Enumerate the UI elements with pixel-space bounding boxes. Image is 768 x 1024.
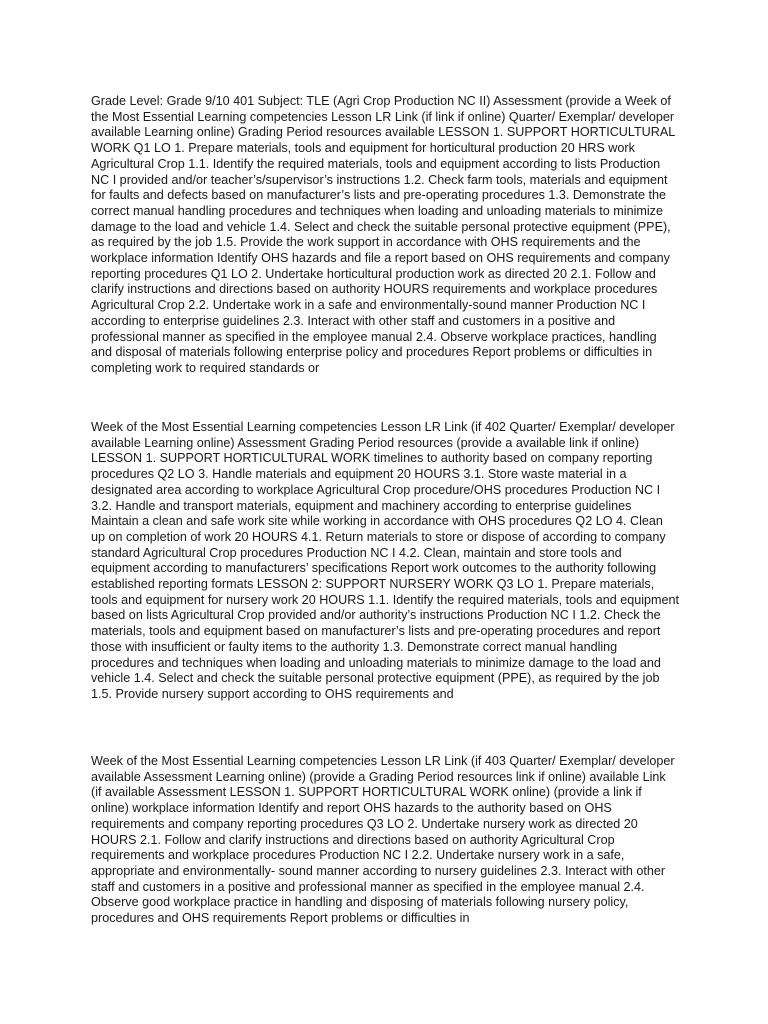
document-paragraph-1: Grade Level: Grade 9/10 401 Subject: TLE (Agri Crop Production NC II) Assessment (provide a Week of the Most Essential Learning competencies Lesson LR Link (if link if online) Quarter/ Exemplar/ developer available Learning online) Grading Period resources available LESSON 1. SUPPORT HORTICULTURAL WORK Q1 LO 1. Prepare materials, tools and equipment for horticultural production 20 HRS work Agricultural Crop 1.1. Identify the required materials, tools and equipment according to lists Production NC I provided and/or teacher’s/supervisor’s instructions 1.2. Check farm tools, materials and equipment for faults and defects based on manufacturer’s lists and pre-operating procedures 1.3. Demonstrate the correct manual handling procedures and techniques when loading and unloading materials to minimize damage to the load and vehicle 1.4. Select and check the suitable personal protective equipment (PPE), as required by the job 1.5. Provide the work support in accordance with OHS requirements and the workplace information Identify OHS hazards and file a report based on OHS requirements and company reporting procedures Q1 LO 2. Undertake horticultural production work as directed 20 2.1. Follow and clarify instructions and directions based on authority HOURS requirements and workplace procedures Agricultural Crop 2.2. Undertake work in a safe and environmentally-sound manner Production NC I according to enterprise guidelines 2.3. Interact with other staff and customers in a positive and professional manner as specified in the employee manual 2.4. Observe workplace practices, handling and disposal of materials following enterprise policy and procedures Report problems or difficulties in completing work to required standards or (91, 94, 675, 375)
document-paragraph-2: Week of the Most Essential Learning competencies Lesson LR Link (if 402 Quarter/ Exemplar/ developer available Learning online) Assessment Grading Period resources (provide a available link if online) LESSON 1. SUPPORT HORTICULTURAL WORK timelines to authority based on company reporting procedures Q2 LO 3. Handle materials and equipment 20 HOURS 3.1. Store waste material in a designated area according to workplace Agricultural Crop procedure/OHS procedures Production NC I 3.2. Handle and transport materials, equipment and machinery according to enterprise guidelines Maintain a clean and safe work site while working in accordance with OHS procedures Q2 LO 4. Clean up on completion of work 20 HOURS 4.1. Return materials to store or dispose of according to company standard Agricultural Crop procedures Production NC I 4.2. Clean, maintain and store tools and equipment according to manufacturers’ specifications Report work outcomes to the authority following established reporting formats LESSON 2: SUPPORT NURSERY WORK Q3 LO 1. Prepare materials, tools and equipment for nursery work 20 HOURS 1.1. Identify the required materials, tools and equipment based on lists Agricultural Crop provided and/or authority’s instructions Production NC I 1.2. Check the materials, tools and equipment based on manufacturer’s lists and pre-operating procedures and report those with insufficient or faulty items to the authority 1.3. Demonstrate correct manual handling procedures and techniques when loading and unloading materials to minimize damage to the load and vehicle 1.4. Select and check the suitable personal protective equipment (PPE), as required by the job 1.5. Provide nursery support according to OHS requirements and (91, 420, 680, 701)
document-paragraph-3: Week of the Most Essential Learning competencies Lesson LR Link (if 403 Quarter/ Exemplar/ developer available Assessment Learning online) (provide a Grading Period resources link if online) available Link (if available Assessment LESSON 1. SUPPORT HORTICULTURAL WORK online) (provide a link if online) workplace information Identify and report OHS hazards to the authority based on OHS requirements and company reporting procedures Q3 LO 2. Undertake nursery work as directed 20 HOURS 2.1. Follow and clarify instructions and directions based on authority Agricultural Crop requirements and workplace procedures Production NC I 2.2. Undertake nursery work in a safe, appropriate and environmentally- sound manner according to nursery guidelines 2.3. Interact with other staff and customers in a positive and professional manner as specified in the employee manual 2.4. Observe good workplace practice in handling and disposing of materials following nursery policy, procedures and OHS requirements Report problems or difficulties in (91, 754, 675, 926)
